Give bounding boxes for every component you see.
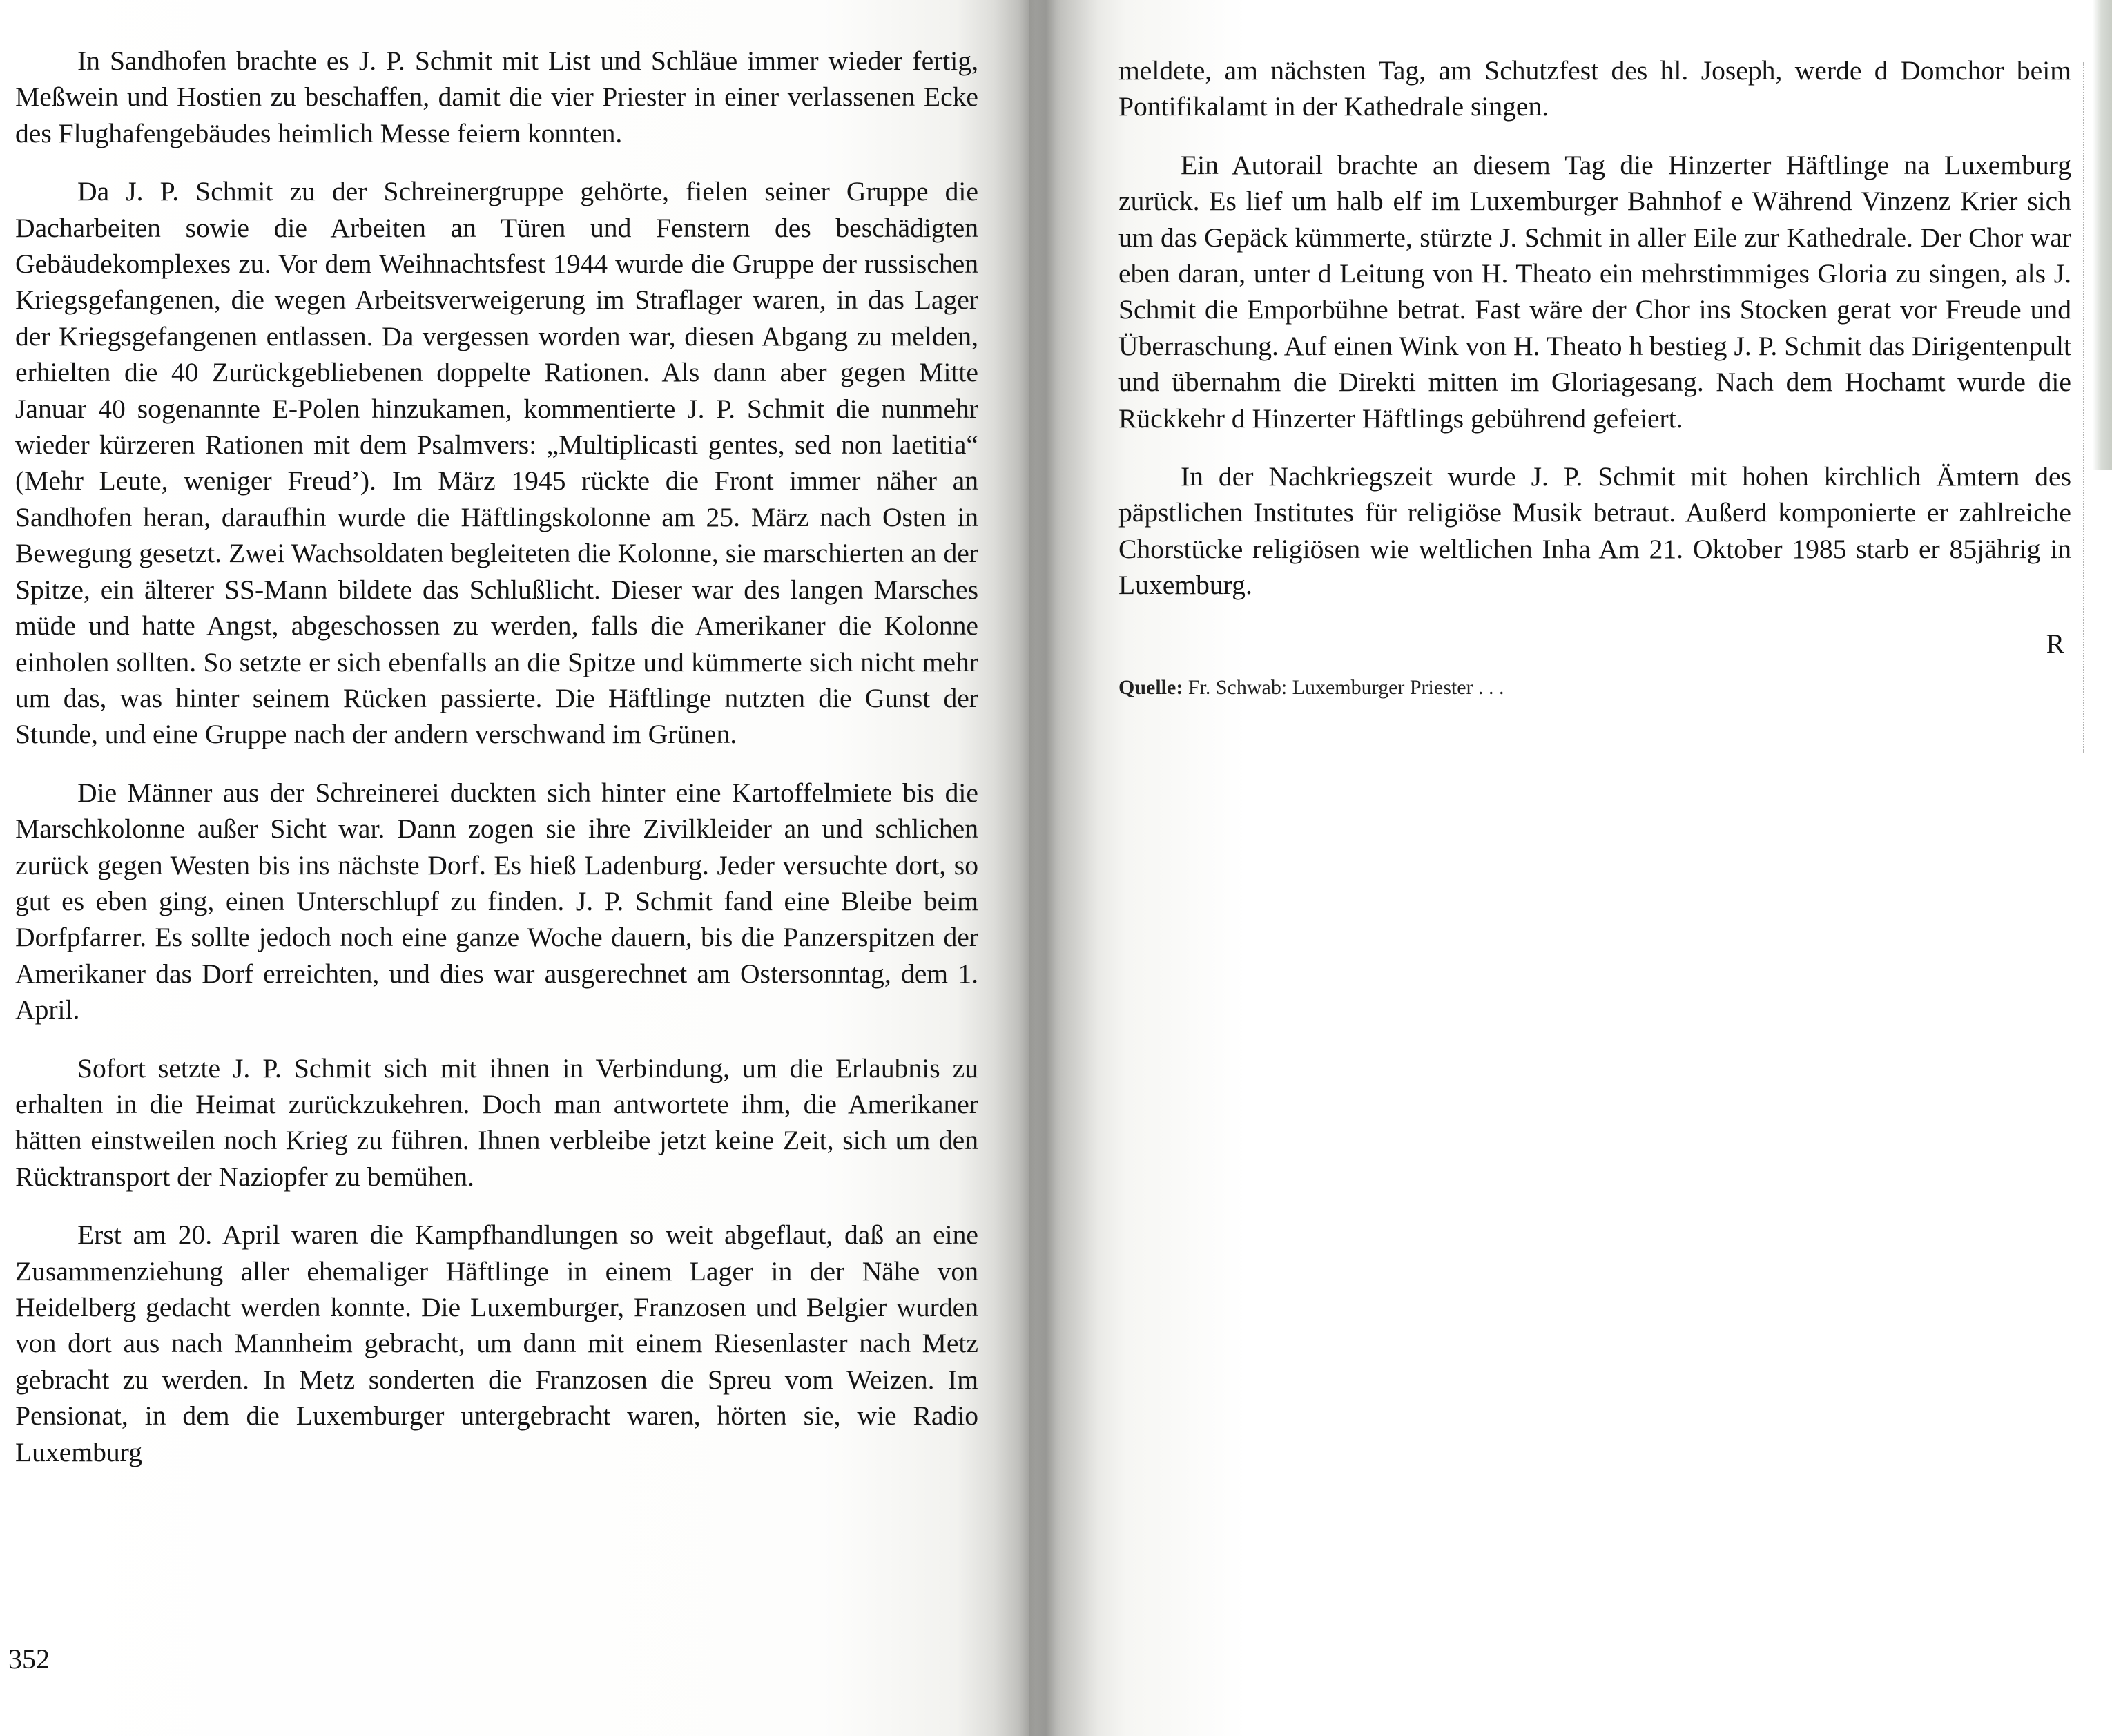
right-paragraph-1: meldete, am nächsten Tag, am Schutzfest des hl. Joseph, werde d Domchor beim Pontifikalamt in der Kathedrale singen. xyxy=(1118,55,2071,122)
left-paragraph-2: Da J. P. Schmit zu der Schreinergruppe gehörte, fielen seiner Gruppe die Dacharbeiten sowie die Arbeiten an Türen und Fenstern des beschädigten Gebäudekomplexes zu. Vor dem Weihnachtsfest 1944 wurde die Gruppe der russischen Kriegsgefangenen, die wegen Arbeitsverweigerung im Straflager waren, in das Lager der Kriegsgefangenen entlassen. Da vergessen worden war, diesen Abgang zu melden, erhielten die 40 Zurückgebliebenen doppelte Rationen. Als dann aber gegen Mitte Januar 40 sogenannte E-Polen hinzukamen, kommentierte J. P. Schmit die nunmehr wieder kürzeren Rationen mit dem Psalmvers: „Multiplicasti gentes, sed non laetitia“ (Mehr Leute, weniger Freud’). Im März 1945 rückte die Front immer näher an Sandhofen heran, daraufhin wurde die Häftlingskolonne am 25. März nach Osten in Bewegung gesetzt. Zwei Wachsoldaten begleiteten die Kolonne, sie marschierten an der Spitze, ein älterer SS-Mann bildete das Schlußlicht. Dieser war des langen Marsches müde und hatte Angst, abgeschossen zu werden, falls die Amerikaner die Kolonne einholen sollten. So setzte er sich ebenfalls an die Spitze und kümmerte sich nicht mehr um das, was hinter seinem Rücken passierte. Die Häftlinge nutzten die Gunst der Stunde, und eine Gruppe nach der andern verschwand im Grünen. xyxy=(15,176,978,750)
page-number: 352 xyxy=(8,1643,50,1675)
right-page xyxy=(1029,0,2112,1736)
left-paragraph-5: Erst am 20. April waren die Kampfhandlungen so weit abgeflaut, daß an eine Zusammenziehung aller ehemaliger Häftlinge in einem Lager in der Nähe von Heidelberg gedacht werden konnte. Die Luxemburger, Franzosen und Belgier wurden von dort aus nach Mannheim gebracht, um dann mit einem Riesenlaster nach Metz gebracht zu werden. In Metz sonderten die Franzosen die Spreu vom Weizen. Im Pensionat, in dem die Luxemburger untergebracht waren, hörten sie, wie Radio Luxemburg xyxy=(15,1219,978,1467)
left-page xyxy=(0,0,1029,1736)
page-edge-marks xyxy=(2069,62,2084,753)
left-page-text xyxy=(15,43,978,1492)
right-page-text xyxy=(1118,52,2071,702)
left-paragraph-4: Sofort setzte J. P. Schmit sich mit ihnen in Verbindung, um die Erlaubnis zu erhalten in die Heimat zurückzukehren. Doch man antwortete ihm, die Amerikaner hätten einstweilen noch Krieg zu führen. Ihnen verbleibe jetzt keine Zeit, sich um den Rücktransport der Naziopfer zu bemühen. xyxy=(15,1052,978,1192)
source-text: Fr. Schwab: Luxemburger Priester . . . xyxy=(1188,675,1504,699)
left-paragraph-3: Die Männer aus der Schreinerei duckten sich hinter eine Kartoffelmiete bis die Marschkolonne außer Sicht war. Dann zogen sie ihre Zivilkleider an und schlichen zurück gegen Westen bis ins nächste Dorf. Es hieß Ladenburg. Jeder versuchte dort, so gut es eben ging, einen Unterschlupf zu finden. J. P. Schmit fand eine Bleibe beim Dorfpfarrer. Es sollte jedoch noch eine ganze Woche dauern, bis die Panzerspitzen der Amerikaner das Dorf erreichten, und dies war ausgerechnet am Ostersonntag, dem 1. April. xyxy=(15,777,978,1025)
right-paragraph-3: In der Nachkriegszeit wurde J. P. Schmit mit hohen kirchlich Ämtern des päpstlichen Institutes für religiöse Musik betraut. Außerd komponierte er zahlreiche Chorstücke religiösen wie weltlichen Inha Am 21. Oktober 1985 starb er 85jährig in Luxemburg. xyxy=(1118,461,2071,601)
source-citation xyxy=(1118,674,2071,702)
left-paragraph-1: In Sandhofen brachte es J. P. Schmit mit List und Schläue immer wieder fertig, Meßwein und Hostien zu beschaffen, damit die vier Priester in einer verlassenen Ecke des Flughafengebäudes heimlich Messe feiern konnten. xyxy=(15,46,978,148)
page-edge-tab xyxy=(2093,0,2112,470)
right-paragraph-2: Ein Autorail brachte an diesem Tag die Hinzerter Häftlinge na Luxemburg zurück. Es lief um halb elf im Luxemburger Bahnhof e Während Vinzenz Krier sich um das Gepäck kümmerte, stürzte J. Schmit in aller Eile zur Kathedrale. Der Chor war eben daran, unter d Leitung von H. Theato ein mehrstimmiges Gloria zu singen, als J. Schmit die Emporbühne betrat. Fast wäre der Chor ins Stocken gerat vor Freude und Überraschung. Auf einen Wink von H. Theato h bestieg J. P. Schmit das Dirigentenpult und übernahm die Direkti mitten im Gloriagesang. Nach dem Hochamt wurde die Rückkehr d Hinzerter Häftlings gebührend gefeiert. xyxy=(1118,149,2071,434)
author-initial: R xyxy=(2046,628,2064,659)
source-label: Quelle: xyxy=(1118,675,1183,699)
